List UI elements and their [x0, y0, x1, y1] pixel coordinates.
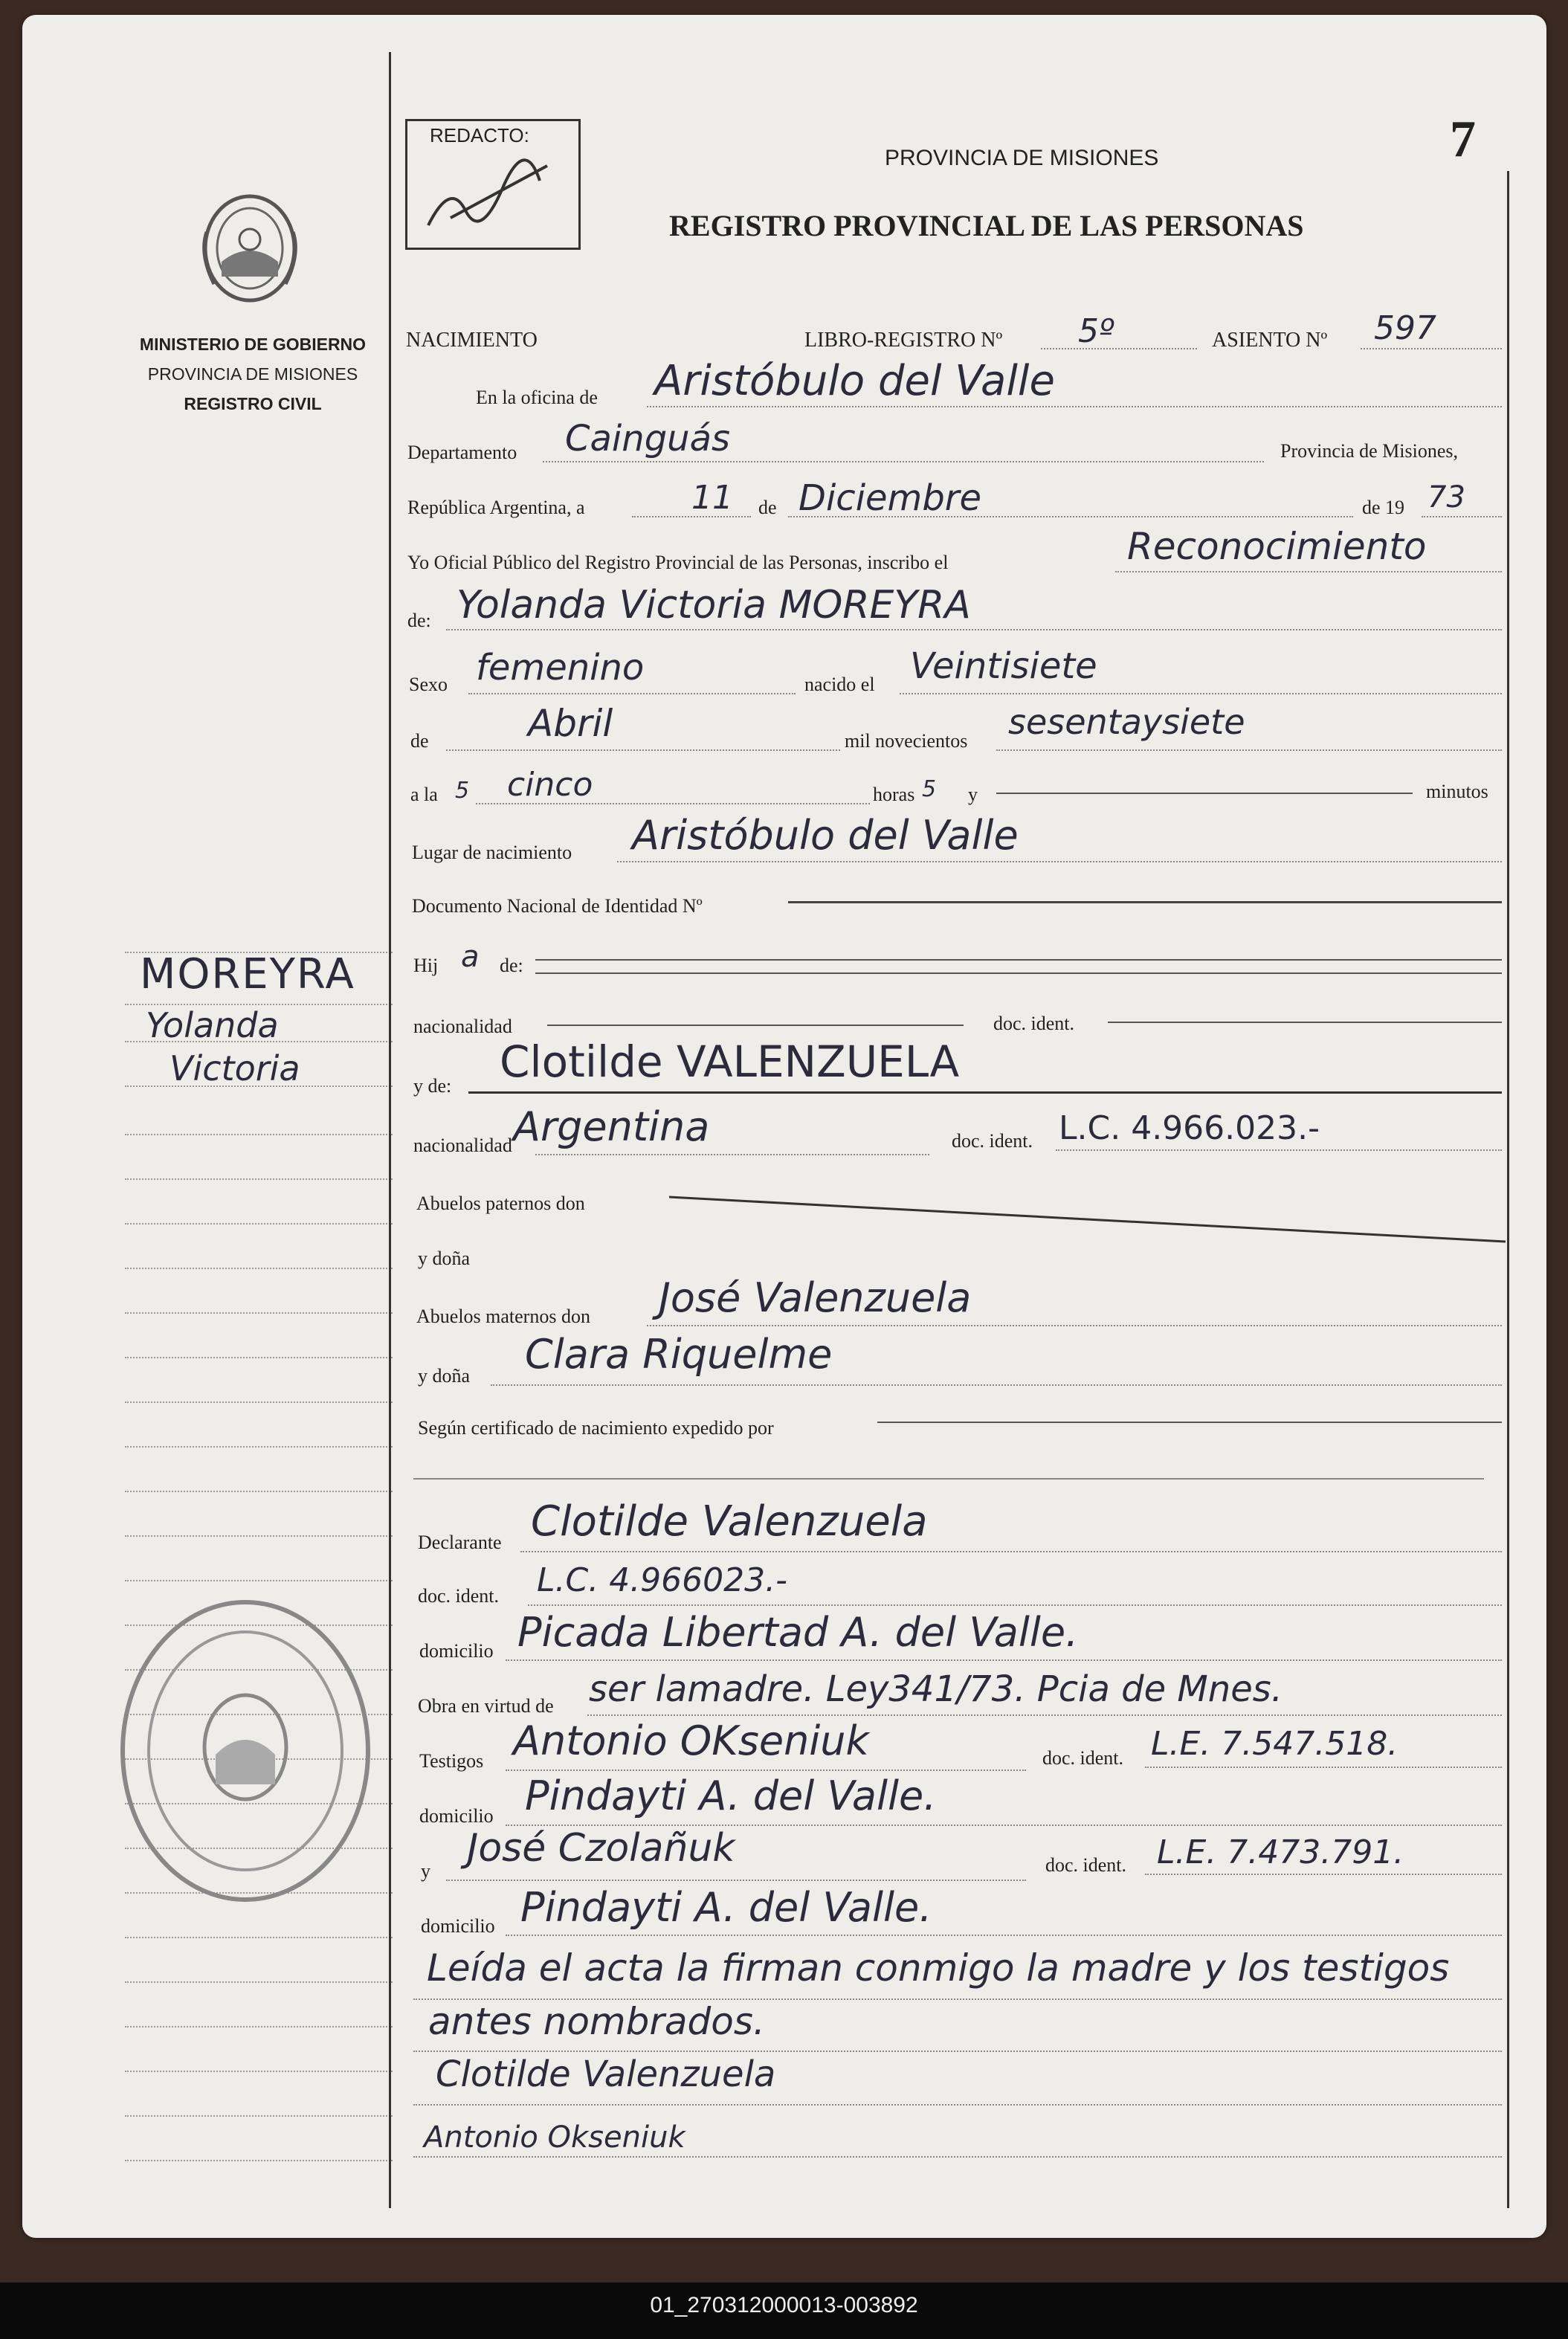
- declarante-doc-label: doc. ident.: [418, 1585, 500, 1607]
- image-caption: 01_270312000013-003892: [650, 2293, 918, 2317]
- y-testigo-label: y: [421, 1860, 430, 1882]
- oficina-value: Aristóbulo del Valle: [654, 357, 1055, 405]
- de-month-label: de: [410, 730, 429, 752]
- declarante-domicilio-label: domicilio: [419, 1640, 494, 1662]
- hij-de-label: de:: [500, 955, 523, 976]
- closing-line-1: Leída el acta la firman conmigo la madre y los testigos: [427, 1946, 1450, 1990]
- testigo2-doc-label: doc. ident.: [1045, 1854, 1127, 1876]
- mother-nacionalidad-label: nacionalidad: [413, 1135, 512, 1156]
- coat-of-arms-emblem: [192, 187, 308, 314]
- closing-line-2: antes nombrados.: [428, 2000, 765, 2043]
- signature-mother: Clotilde Valenzuela: [436, 2054, 776, 2095]
- testigo2-doc-value: L.E. 7.473.791.: [1157, 1833, 1404, 1871]
- y-de-label: y de:: [413, 1075, 452, 1097]
- declarante-value: Clotilde Valenzuela: [531, 1497, 928, 1546]
- abuelo-materno-value: José Valenzuela: [659, 1274, 972, 1321]
- declarante-domicilio-value: Picada Libertad A. del Valle.: [517, 1609, 1079, 1656]
- mother-doc-value: L.C. 4.966.023.-: [1059, 1109, 1320, 1147]
- mil-label: mil novecientos: [845, 730, 968, 752]
- person-name: Yolanda Victoria MOREYRA: [456, 583, 971, 628]
- abuelos-paternos-label: Abuelos paternos don: [416, 1193, 585, 1214]
- hour-number: 5: [455, 778, 470, 804]
- year-value: 73: [1427, 480, 1465, 514]
- nacido-value: Veintisiete: [910, 645, 1097, 687]
- de-colon-label: de:: [407, 610, 431, 631]
- obra-label: Obra en virtud de: [418, 1695, 554, 1717]
- lugar-value: Aristóbulo del Valle: [632, 812, 1019, 859]
- libro-value: 5º: [1078, 312, 1114, 350]
- asiento-value: 597: [1374, 309, 1436, 347]
- mother-name: Clotilde VALENZUELA: [500, 1036, 960, 1087]
- sexo-value: femenino: [476, 647, 645, 688]
- testigo2-domicilio-label: domicilio: [421, 1915, 495, 1937]
- provincia-suffix: Provincia de Misiones,: [1280, 440, 1459, 462]
- acto-value: Reconocimiento: [1127, 525, 1427, 568]
- certificado-label: Según certificado de nacimiento expedido por: [418, 1417, 774, 1439]
- page-number: 7: [1450, 111, 1476, 168]
- testigo1-doc-label: doc. ident.: [1042, 1747, 1124, 1769]
- dni-label: Documento Nacional de Identidad Nº: [412, 895, 703, 917]
- signature-witness: Antonio Okseniuk: [424, 2120, 685, 2155]
- redacto-box: [405, 119, 581, 250]
- testigo2-domicilio-value: Pindayti A. del Valle.: [520, 1884, 932, 1931]
- left-frame-line: [389, 52, 391, 2208]
- republica-label: República Argentina, a: [407, 497, 585, 518]
- mother-doc-label: doc. ident.: [952, 1130, 1033, 1152]
- horas-label: horas: [873, 784, 915, 805]
- sidebar-first-name: Yolanda: [146, 1005, 279, 1045]
- testigo1-domicilio-value: Pindayti A. del Valle.: [525, 1772, 937, 1819]
- year-words-value: sesentaysiete: [1008, 702, 1245, 742]
- lugar-label: Lugar de nacimiento: [412, 842, 572, 863]
- cancel-stroke: [669, 1190, 1509, 1249]
- testigo1-doc-value: L.E. 7.547.518.: [1151, 1725, 1398, 1763]
- father-nacionalidad-label: nacionalidad: [413, 1016, 512, 1037]
- ministry-label: MINISTERIO DE GOBIERNO: [139, 335, 367, 354]
- sidebar-surname: MOREYRA: [140, 950, 355, 998]
- hij-label: Hij: [413, 955, 439, 976]
- ala-label: a la: [410, 784, 438, 805]
- testigo1-domicilio-label: domicilio: [419, 1805, 494, 1827]
- abuela-materna-value: Clara Riquelme: [525, 1331, 833, 1378]
- sidebar-second-name: Victoria: [170, 1048, 300, 1088]
- y-label: y: [968, 784, 978, 805]
- hij-suffix: a: [461, 940, 480, 974]
- minutos-label: minutos: [1426, 781, 1488, 802]
- month-value: Diciembre: [798, 477, 982, 519]
- province-label: PROVINCIA DE MISIONES: [147, 364, 358, 384]
- de-label: de: [758, 497, 777, 518]
- departamento-label: Departamento: [407, 442, 517, 463]
- year-label: de 19: [1362, 497, 1405, 518]
- horas-number: 5: [922, 776, 937, 802]
- birth-month-value: Abril: [528, 702, 613, 745]
- maternal-dona-label: y doña: [418, 1365, 471, 1387]
- civil-registry-label: REGISTRO CIVIL: [184, 394, 322, 413]
- father-doc-label: doc. ident.: [993, 1013, 1075, 1034]
- departamento-value: Cainguás: [565, 418, 730, 459]
- registry-title: REGISTRO PROVINCIAL DE LAS PERSONAS: [669, 209, 1304, 242]
- testigos-label: Testigos: [419, 1750, 484, 1772]
- mother-nacionalidad-value: Argentina: [513, 1103, 710, 1150]
- oficial-text: Yo Oficial Público del Registro Provincial de las Personas, inscribo el: [407, 552, 949, 573]
- sexo-label: Sexo: [409, 674, 448, 695]
- testigo1-name: Antonio OKseniuk: [513, 1717, 869, 1764]
- declarante-doc-value: L.C. 4.966023.-: [537, 1561, 788, 1599]
- abuelos-maternos-label: Abuelos maternos don: [416, 1306, 590, 1327]
- libro-label: LIBRO-REGISTRO Nº: [804, 329, 1003, 352]
- hour-words: cinco: [507, 766, 593, 804]
- asiento-label: ASIENTO Nº: [1212, 329, 1328, 352]
- day-value: 11: [691, 479, 733, 517]
- nacimiento-label: NACIMIENTO: [406, 329, 538, 352]
- nacido-label: nacido el: [804, 674, 875, 695]
- testigo2-name: José Czolañuk: [467, 1826, 735, 1871]
- obra-value: ser lamadre. Ley341/73. Pcia de Mnes.: [589, 1668, 1283, 1710]
- redacto-label: REDACTO:: [430, 124, 529, 146]
- official-stamp: [112, 1584, 379, 1918]
- redacto-signature: [421, 151, 562, 240]
- paternal-dona-label: y doña: [418, 1248, 471, 1269]
- oficina-label: En la oficina de: [476, 387, 598, 408]
- declarante-label: Declarante: [418, 1532, 502, 1553]
- province-title: PROVINCIA DE MISIONES: [885, 146, 1159, 170]
